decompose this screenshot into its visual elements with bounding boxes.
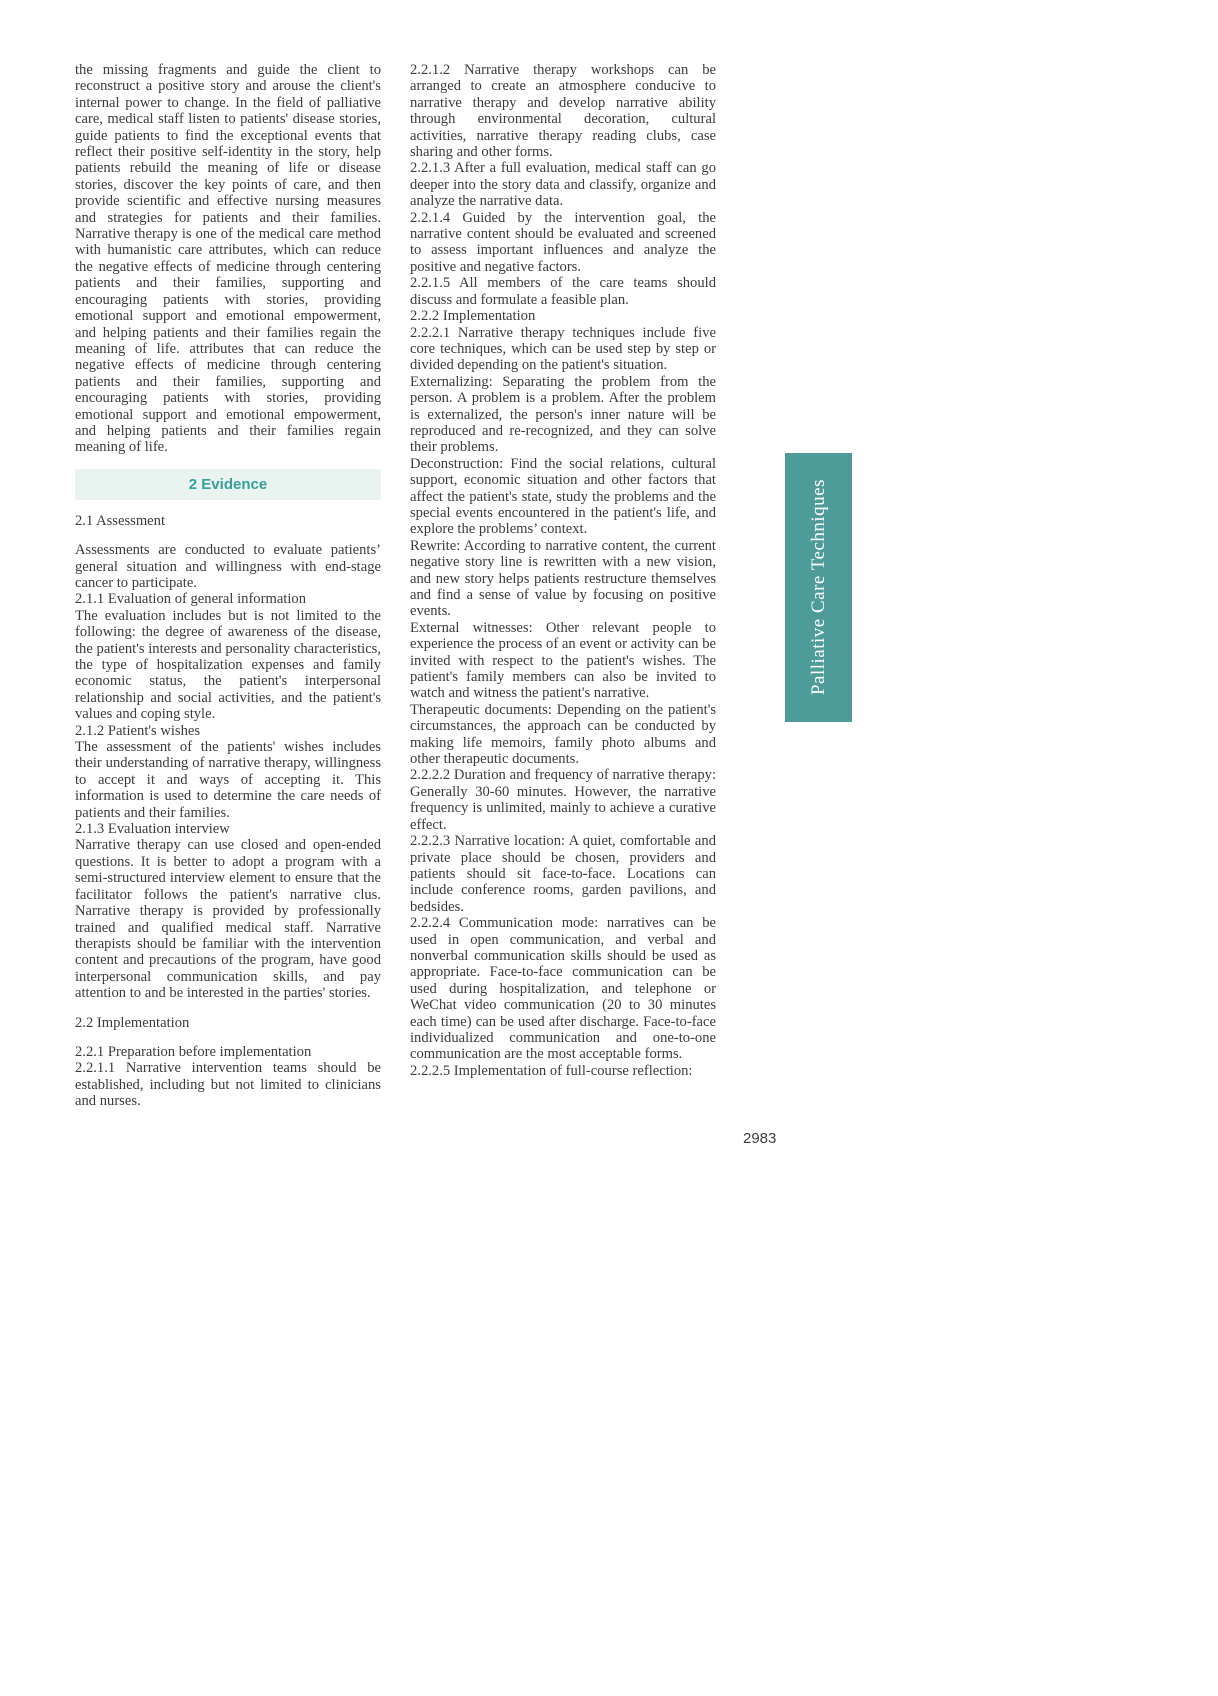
paragraph-2-2-1-2: 2.2.1.2 Narrative therapy workshops can be arranged to create an atmosphere conducive to narrative therapy and develop narrative ability through environmental decoration, cultural activities, narrative therapy reading clubs, case sharing and other forms. xyxy=(410,62,716,161)
item-2-2-2: 2.2.2 Implementation xyxy=(410,308,536,325)
paragraph-external-witnesses: External witnesses: Other relevant people to experience the process of an event or activity can be invited with respect to the patient's wishes. The patient's family members can also be invited to watch and witness the patient's narrative. xyxy=(410,619,716,702)
side-tab-palliative-care-techniques xyxy=(785,453,852,722)
paragraph-2-2-1-5: 2.2.1.5 All members of the care teams should discuss and formulate a feasible plan. xyxy=(410,275,716,308)
paragraph-narrative-therapy-intro: the missing fragments and guide the client to reconstruct a positive story and arouse the client's internal power to change. In the field of palliative care, medical staff listen to patients' disease stories, guide patients to find the exceptional events that reflect their positive self-identity in the story, help patients rebuild the meaning of life or disease stories, discover the key points of care, and then provide scientific and effective nursing measures and strategies for patients and their families. Narrative therapy is one of the medical care method with humanistic care attributes, which can reduce the negative effects of medicine through centering patients and their families, supporting and encouraging patients with stories, providing emotional support and emotional empowerment, and helping patients and their families regain the meaning of life. attributes that can reduce the negative effects of medicine through centering patients and their families, supporting and encouraging patients with stories, providing emotional support and emotional empowerment, and helping patients and their families regain meaning of life. xyxy=(75,62,381,456)
item-2-2-1: 2.2.1 Preparation before implementation xyxy=(75,1043,312,1060)
paragraph-2-2-2-1: 2.2.2.1 Narrative therapy techniques include five core techniques, which can be used step by step or divided depending on the patient's situation. xyxy=(410,324,716,374)
paragraph-deconstruction: Deconstruction: Find the social relations, cultural support, economic situation and other factors that affect the patient's state, study the problems and the special events encountered in the patient's life, and explore the problems’ context. xyxy=(410,455,716,538)
paragraph-rewrite: Rewrite: According to narrative content, the current negative story line is rewritten with a new vision, and new story helps patients restructure themselves and find a sense of value by focusing on positive events. xyxy=(410,537,716,620)
item-2-1-1: 2.1.1 Evaluation of general information xyxy=(75,591,306,608)
paragraph-2-2-1-1: 2.2.1.1 Narrative intervention teams should be established, including but not limited to clinicians and nurses. xyxy=(75,1060,381,1110)
paragraph-2-2-2-2: 2.2.2.2 Duration and frequency of narrative therapy: Generally 30-60 minutes. However, the narrative frequency is unlimited, mainly to achieve a curative effect. xyxy=(410,767,716,833)
side-tab-label: Palliative Care Techniques xyxy=(807,479,829,696)
paragraph-assessments: Assessments are conducted to evaluate patients’ general situation and willingness with end-stage cancer to participate. xyxy=(75,542,381,591)
right-column xyxy=(410,62,716,1079)
section-heading-evidence: 2 Evidence xyxy=(75,469,381,500)
item-2-1-3: 2.1.3 Evaluation interview xyxy=(75,821,230,838)
page-number: 2983 xyxy=(743,1130,777,1147)
item-2-1-2: 2.1.2 Patient's wishes xyxy=(75,722,201,739)
paragraph-evaluation-interview: Narrative therapy can use closed and open-ended questions. It is better to adopt a program with a semi-structured interview element to ensure that the facilitator follows the patient's narrative clus. Narrative therapy is provided by professionally trained and qualified medical staff. Narrative therapists should be familiar with the intervention content and precautions of the program, have good interpersonal communication skills, and pay attention to and be interested in the parties' stories. xyxy=(75,837,381,1002)
paragraph-patients-wishes: The assessment of the patients' wishes includes their understanding of narrative therapy, willingness to accept it and ways of accepting it. This information is used to determine the care needs of patients and their families. xyxy=(75,739,381,821)
paragraph-evaluation-includes: The evaluation includes but is not limited to the following: the degree of awareness of the disease, the patient's interests and personality characteristics, the type of hospitalization expenses and family economic status, the patient's interpersonal relationship and social activities, and the patient's values and coping style. xyxy=(75,607,381,723)
paragraph-2-2-1-3: 2.2.1.3 After a full evaluation, medical staff can go deeper into the story data and classify, organize and analyze the narrative data. xyxy=(410,160,716,210)
paragraph-2-2-1-4: 2.2.1.4 Guided by the intervention goal, the narrative content should be evaluated and screened to assess important influences and analyze the positive and negative factors. xyxy=(410,209,716,275)
paragraph-2-2-2-5: 2.2.2.5 Implementation of full-course reflection: xyxy=(410,1062,693,1079)
left-column xyxy=(75,62,381,1110)
subheading-2-1-assessment: 2.1 Assessment xyxy=(75,512,165,529)
subheading-2-2-implementation: 2.2 Implementation xyxy=(75,1014,190,1031)
paragraph-externalizing: Externalizing: Separating the problem from the person. A problem is a problem. After the problem is externalized, the person's inner nature will be reproduced and re-recognized, and they can solve their problems. xyxy=(410,373,716,456)
paragraph-2-2-2-4: 2.2.2.4 Communication mode: narratives can be used in open communication, and verbal and nonverbal communication skills should be used as appropriate. Face-to-face communication can be used during hospitalization, and telephone or WeChat video communication (20 to 30 minutes each time) can be used after discharge. Face-to-face individualized communication and one-to-one communication are the most acceptable forms. xyxy=(410,915,716,1063)
paragraph-2-2-2-3: 2.2.2.3 Narrative location: A quiet, comfortable and private place should be chosen, providers and patients should sit face-to-face. Locations can include conference rooms, garden pavilions, and bedsides. xyxy=(410,833,716,915)
paragraph-therapeutic-documents: Therapeutic documents: Depending on the patient's circumstances, the approach can be conducted by making life memoirs, family photo albums and other therapeutic documents. xyxy=(410,701,716,768)
